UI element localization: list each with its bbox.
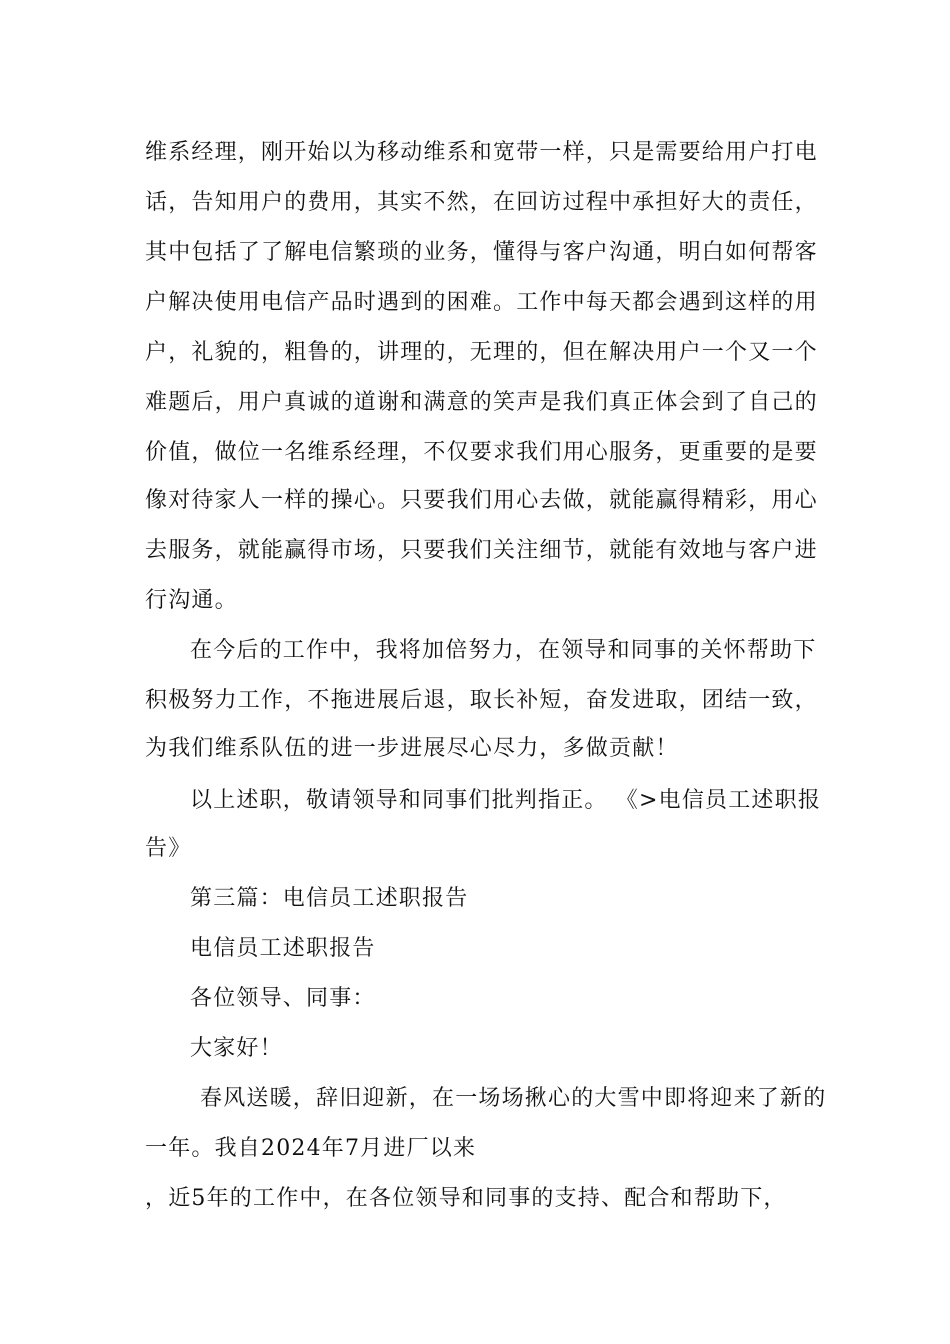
text-line-5: 户，礼貌的，粗鲁的，讲理的，无理的，但在解决用户一个又一个 [145, 340, 818, 365]
text-line-22: ，近5年的工作中，在各位领导和同事的支持、配合和帮助下， [145, 1186, 787, 1211]
text-line-13: 为我们维系队伍的进一步进展尽心尽力，多做贡献！ [145, 736, 679, 761]
text-line-21: 一年。我自2024年7月进厂以来 [145, 1136, 477, 1161]
text-line-15: 告》 [145, 836, 192, 861]
text-line-12: 积极努力工作，不拖进展后退，取长补短，奋发进取，团结一致， [145, 688, 818, 713]
text-line-6: 难题后，用户真诚的道谢和满意的笑声是我们真正体会到了自己的 [145, 390, 818, 415]
paragraph-start: 以上述职，敬请领导和同事们批判指正。 《>电信员工述职报 [190, 788, 822, 813]
greeting: 大家好！ [190, 1036, 283, 1061]
text-line-1: 维系经理，刚开始以为移动维系和宽带一样，只是需要给用户打电 [145, 140, 818, 165]
report-title: 电信员工述职报告 [190, 936, 376, 961]
text-line-3: 其中包括了了解电信繁琐的业务，懂得与客户沟通，明白如何帮客 [145, 240, 818, 265]
paragraph-start: 春风送暖，辞旧迎新，在一场场揪心的大雪中即将迎来了新的 [200, 1086, 827, 1111]
text-line-8: 像对待家人一样的操心。只要我们用心去做，就能赢得精彩，用心 [145, 488, 818, 513]
text-line-7: 价值，做位一名维系经理，不仅要求我们用心服务，更重要的是要 [145, 440, 818, 465]
text-line-4: 户解决使用电信产品时遇到的困难。工作中每天都会遇到这样的用 [145, 290, 818, 315]
text-line-9: 去服务，就能赢得市场，只要我们关注细节，就能有效地与客户进 [145, 538, 818, 563]
salutation: 各位领导、同事： [190, 986, 376, 1011]
text-line-10: 行沟通。 [145, 588, 238, 613]
section-heading: 第三篇：电信员工述职报告 [190, 886, 469, 911]
text-line-2: 话，告知用户的费用，其实不然，在回访过程中承担好大的责任， [145, 190, 818, 215]
paragraph-start: 在今后的工作中，我将加倍努力，在领导和同事的关怀帮助下 [190, 638, 817, 663]
